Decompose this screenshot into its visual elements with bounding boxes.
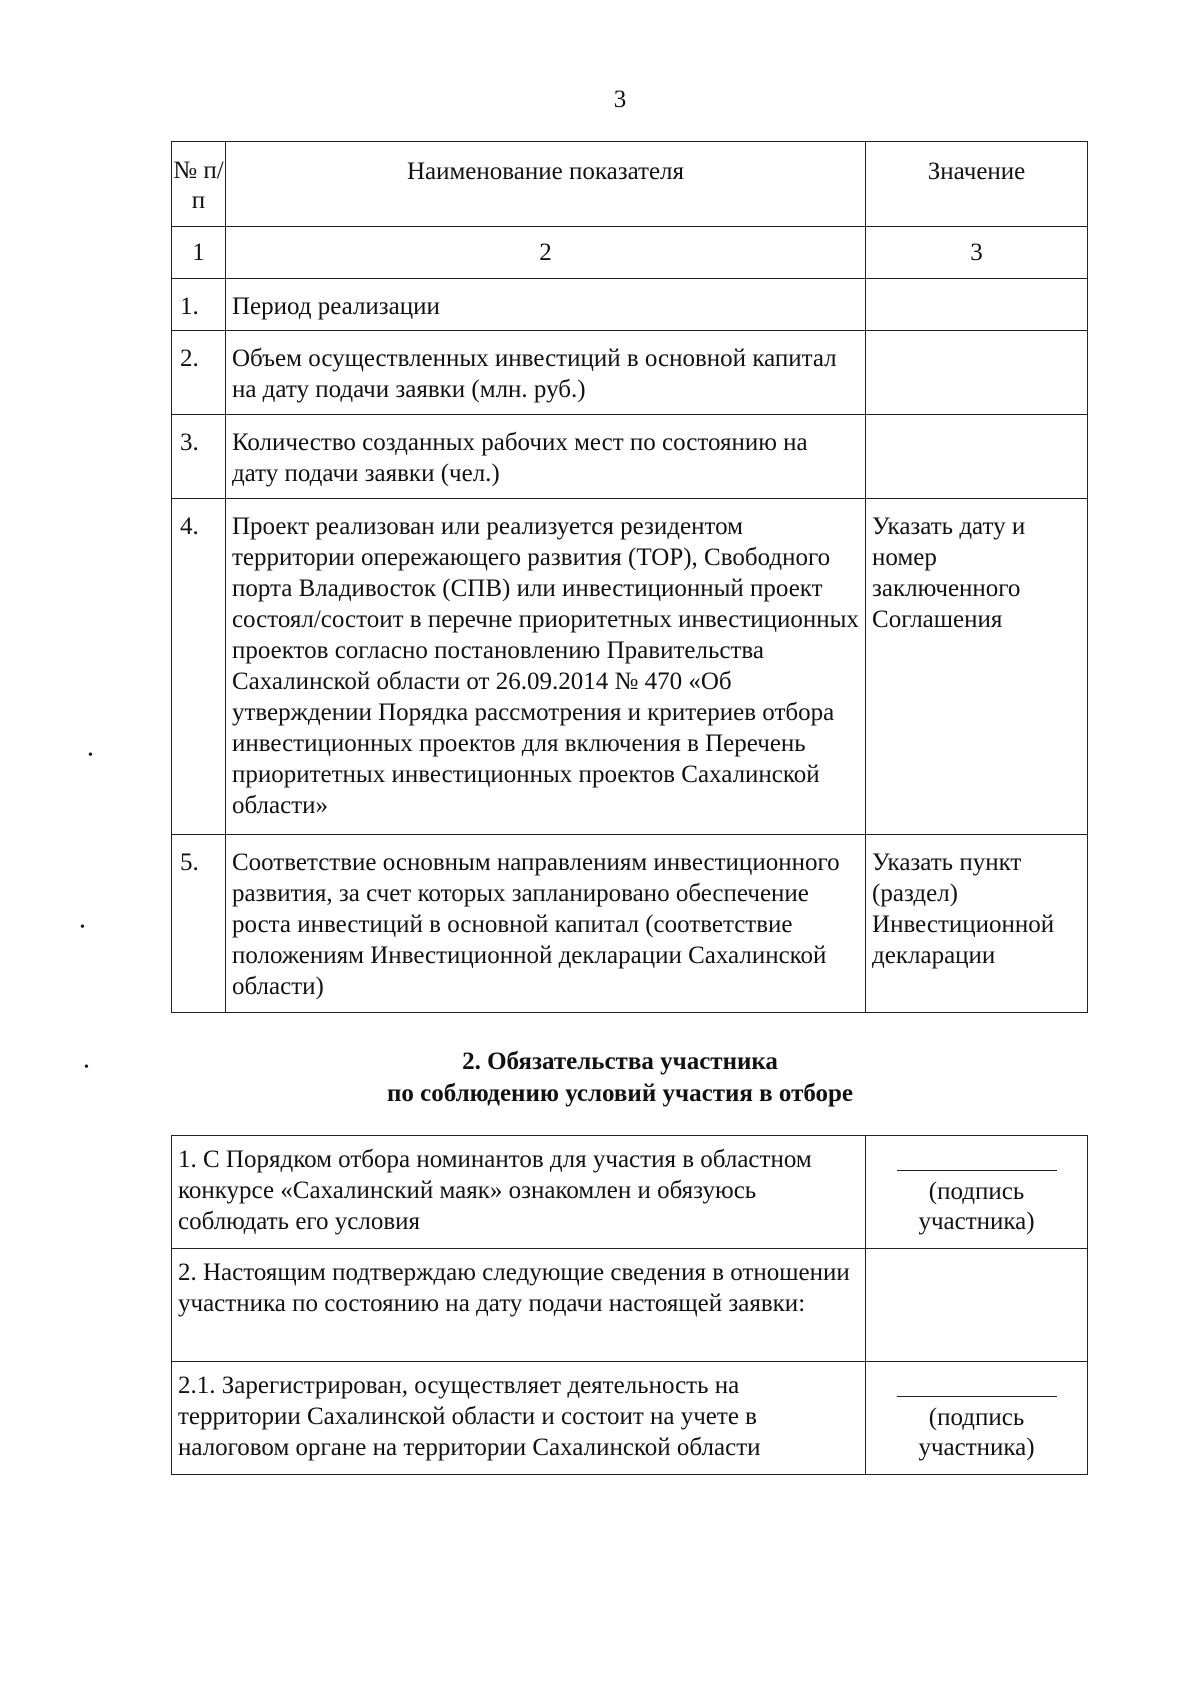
signature-caption: (подпись участника) bbox=[918, 1404, 1035, 1461]
indicators-table bbox=[171, 141, 1088, 1013]
row-number: 5. bbox=[172, 835, 226, 1013]
column-number: 3 bbox=[866, 227, 1088, 279]
obligation-text: 2. Настоящим подтверждаю следующие сведения в отношении участника по состоянию на дату подачи настоящей заявки: bbox=[172, 1249, 866, 1362]
row-number: 1. bbox=[172, 279, 226, 331]
table-row bbox=[172, 499, 1088, 835]
signature-line bbox=[897, 1396, 1057, 1403]
table-header-row bbox=[172, 142, 1088, 227]
scan-speck: • bbox=[84, 1060, 89, 1075]
signature-cell bbox=[866, 1136, 1088, 1249]
scan-speck: • bbox=[88, 748, 93, 763]
column-numbers-row bbox=[172, 227, 1088, 279]
table-row bbox=[172, 331, 1088, 415]
table-row bbox=[172, 1249, 1088, 1362]
column-number: 2 bbox=[225, 227, 865, 279]
indicator-value bbox=[866, 415, 1088, 499]
indicator-value bbox=[866, 331, 1088, 415]
obligation-text: 1. С Порядком отбора номинантов для участия в областном конкурсе «Сахалинский маяк» ознакомлен и обязуюсь соблюдать его условия bbox=[172, 1136, 866, 1249]
indicator-value bbox=[866, 279, 1088, 331]
indicator-value: Указать дату и номер заключенного Соглашения bbox=[866, 499, 1088, 835]
row-number: 2. bbox=[172, 331, 226, 415]
header-indicator-name: Наименование показателя bbox=[225, 142, 865, 227]
signature-cell-empty bbox=[866, 1249, 1088, 1362]
indicator-name: Проект реализован или реализуется резидентом территории опережающего развития (ТОР), Свободного порта Владивосток (СПВ) или инвестиционный проект состоял/состоит в перечне приоритетных инвестиционных проектов согласно постановлению Правительства Сахалинской области от 26.09.2014 № 470 «Об утверждении Порядка рассмотрения и критериев отбора инвестиционных проектов для включения в Перечень приоритетных инвестиционных проектов Сахалинской области» bbox=[225, 499, 865, 835]
table-row bbox=[172, 415, 1088, 499]
table-row bbox=[172, 1362, 1088, 1475]
table-row bbox=[172, 1136, 1088, 1249]
signature-caption: (подпись участника) bbox=[918, 1178, 1035, 1235]
indicator-name: Период реализации bbox=[225, 279, 865, 331]
section-title-line-1: 2. Обязательства участника bbox=[462, 1048, 778, 1075]
section-heading bbox=[0, 1046, 1200, 1110]
column-number: 1 bbox=[172, 227, 226, 279]
signature-cell bbox=[866, 1362, 1088, 1475]
header-number: № п/п bbox=[172, 142, 226, 227]
signature-line bbox=[897, 1170, 1057, 1177]
obligations-table bbox=[171, 1135, 1088, 1475]
obligation-text: 2.1. Зарегистрирован, осуществляет деятельность на территории Сахалинской области и состоит на учете в налоговом органе на территории Сахалинской области bbox=[172, 1362, 866, 1475]
row-number: 4. bbox=[172, 499, 226, 835]
indicator-name: Соответствие основным направлениям инвестиционного развития, за счет которых запланировано обеспечение роста инвестиций в основной капитал (соответствие положениям Инвестиционной декларации Сахалинской области) bbox=[225, 835, 865, 1013]
header-value: Значение bbox=[866, 142, 1088, 227]
scan-speck: • bbox=[80, 920, 85, 935]
section-title-line-2: по соблюдению условий участия в отборе bbox=[386, 1080, 854, 1107]
table-row bbox=[172, 279, 1088, 331]
row-number: 3. bbox=[172, 415, 226, 499]
page-number: 3 bbox=[613, 86, 627, 113]
indicator-name: Количество созданных рабочих мест по состоянию на дату подачи заявки (чел.) bbox=[225, 415, 865, 499]
table-row bbox=[172, 835, 1088, 1013]
indicator-value: Указать пункт (раздел) Инвестиционной декларации bbox=[866, 835, 1088, 1013]
indicator-name: Объем осуществленных инвестиций в основной капитал на дату подачи заявки (млн. руб.) bbox=[225, 331, 865, 415]
